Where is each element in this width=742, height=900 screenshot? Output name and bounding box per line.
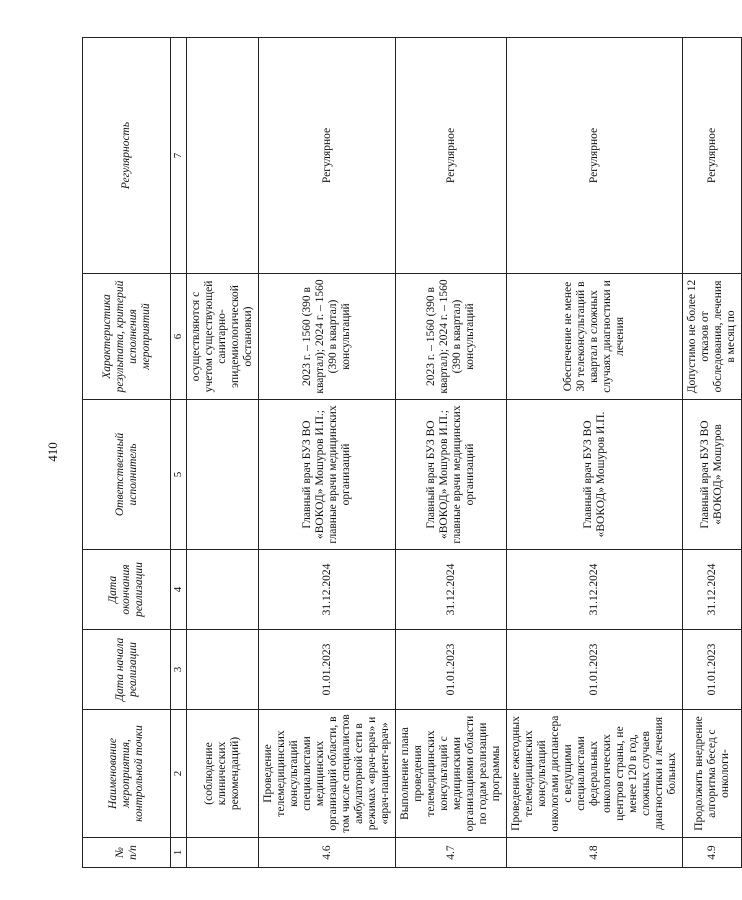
row-regularity [187,38,259,274]
row-responsible: Главный врач БУЗ ВО «ВОКОД» Мошуров [683,400,742,550]
row-end [187,550,259,630]
col-header-name: Наименование мероприятия, контрольной точки [83,710,171,838]
row-result: Допустимо не более 12 отказов от обследования, лечения в месяц по [683,274,742,400]
table-row [396,38,507,868]
col-number: 5 [171,400,187,550]
col-header-responsible: Ответственный исполнитель [83,400,171,550]
header-row [83,38,171,868]
column-number-row [171,38,187,868]
row-num: 4.9 [683,838,742,868]
activities-table [82,37,742,868]
row-regularity: Регулярное [396,38,507,274]
table-row [259,38,396,868]
row-num: 4.6 [259,838,396,868]
row-regularity: Регулярное [507,38,683,274]
row-name: Продолжить внедрение алгоритма бесед с онкологи- [683,710,742,838]
col-header-num: № п/п [83,838,171,868]
row-responsible [187,400,259,550]
row-responsible: Главный врач БУЗ ВО «ВОКОД» Мошуров И.П. [507,400,683,550]
row-result: осуществляются с учетом существующей санитарно-эпидемиологической обстановки) [187,274,259,400]
row-responsible: Главный врач БУЗ ВО «ВОКОД» Мошуров И.П.; главные врачи медицинских организаций [259,400,396,550]
row-responsible: Главный врач БУЗ ВО «ВОКОД» Мошуров И.П.; главные врачи медицинских организаций [396,400,507,550]
col-number: 4 [171,550,187,630]
row-num [187,838,259,868]
row-end: 31.12.2024 [396,550,507,630]
row-end: 31.12.2024 [683,550,742,630]
page-number: 410 [45,442,60,462]
rotated-table-container [82,38,737,868]
row-name: (соблюдение клинических рекомендаций) [187,710,259,838]
row-start: 01.01.2023 [259,630,396,710]
row-start: 01.01.2023 [507,630,683,710]
row-name: Выполнение плана проведения телемедицинских консультаций с медицинскими организациями области по годам реализации программы [396,710,507,838]
row-start [187,630,259,710]
row-num: 4.7 [396,838,507,868]
row-result: Обеспечение не менее 30 телеконсультаций в квартал в сложных случаях диагностики и лечения [507,274,683,400]
row-num: 4.8 [507,838,683,868]
row-result: 2023 г. – 1560 (390 в квартал); 2024 г. – 1560 (390 в квартал) консультаций [259,274,396,400]
table-row [683,38,742,868]
table-row [507,38,683,868]
col-header-regularity: Регулярность [83,38,171,274]
table-row [187,38,259,868]
col-number: 2 [171,710,187,838]
col-number: 6 [171,274,187,400]
col-number: 3 [171,630,187,710]
row-start: 01.01.2023 [396,630,507,710]
col-number: 7 [171,38,187,274]
row-start: 01.01.2023 [683,630,742,710]
col-header-start: Дата начала реализации [83,630,171,710]
row-regularity: Регулярное [683,38,742,274]
row-regularity: Регулярное [259,38,396,274]
row-result: 2023 г. – 1560 (390 в квартал); 2024 г. – 1560 (390 в квартал) консультаций [396,274,507,400]
row-name: Проведение ежегодных телемедицинских консультаций онкологами диспансера с ведущими специалистами федеральных онкологических центров страны, не менее 120 в год, сложных случаев диагностики и лечения больных [507,710,683,838]
row-end: 31.12.2024 [259,550,396,630]
col-number: 1 [171,838,187,868]
col-header-result: Характеристика результата, критерий исполнения мероприятий [83,274,171,400]
row-end: 31.12.2024 [507,550,683,630]
row-name: Проведение телемедицинских консультаций специалистами медицинских организаций области, в том числе специалистов амбулаторной сети в режимах «врач-врач» и «врач-пациент-врач» [259,710,396,838]
col-header-end: Дата окончания реализации [83,550,171,630]
